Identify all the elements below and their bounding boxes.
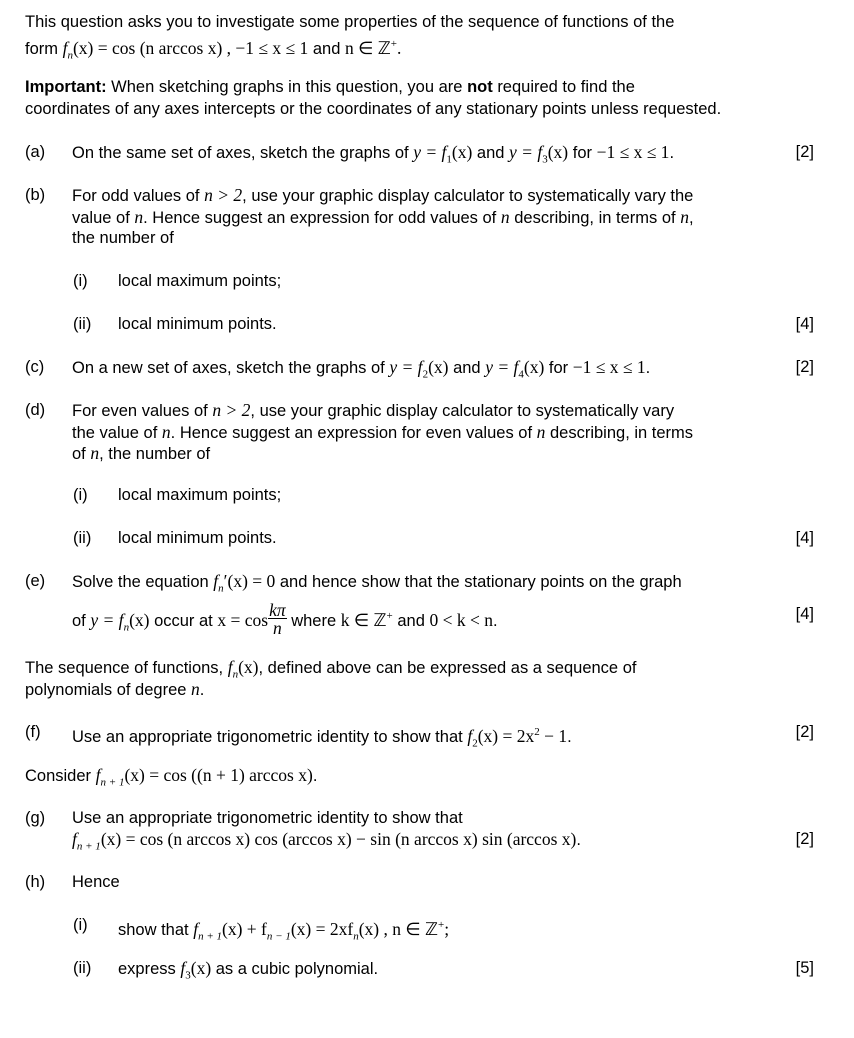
part-f-marks: [2] (795, 723, 814, 741)
part-g-line-2: $f_{n + 1}(x) = \cos (n$ arccos x) cos (arccos x) − sin (n arccos x) sin (arccos x). (72, 829, 581, 853)
part-h-ii-text: express $f_3(x)$ as a cubic polynomial. (118, 958, 379, 982)
consider-line: Consider $f_{n + 1}(x) = \cos ((n + 1)$ arccos x). (25, 765, 318, 789)
part-g-label: (g) (25, 809, 46, 827)
part-d-line-1: For even values of n > 2, use your graphic display calculator to systematically vary (72, 400, 675, 420)
part-d-marks: [4] (795, 529, 814, 547)
part-h-label: (h) (25, 873, 46, 891)
part-e-marks: [4] (795, 605, 814, 623)
part-h-i-text: show that $f_{n + 1}(x) + f_{n - 1}(x) = 2xf_n(x)$ , n ∈ ℤ+; (118, 918, 450, 943)
part-b-line-3: the number of (72, 229, 174, 247)
part-h-text: Hence (72, 873, 120, 891)
part-e-line-2: of $y = f_n(x)$ occur at x = cos $\frac{k\pi}{n}$ where k ∈ ℤ+ and 0 < k < n. (72, 600, 498, 638)
part-b-line-1: For odd values of n > 2, use your graphic display calculator to systematically vary the (72, 185, 694, 205)
part-g-marks: [2] (795, 830, 814, 848)
part-e-label: (e) (25, 572, 46, 590)
part-h-i-label: (i) (73, 916, 88, 934)
part-c-text: On a new set of axes, sketch the graphs of $y = f_2(x)$ and $y = f_4(x)$ for −1 ≤ x ≤ 1. (72, 357, 651, 381)
part-b-label: (b) (25, 186, 46, 204)
part-d-line-2: the value of n. Hence suggest an expression for even values of n describing, in terms (72, 422, 694, 442)
part-d-i-label: (i) (73, 486, 88, 504)
important-line-1: Important: When sketching graphs in this question, you are not required to find the (25, 78, 635, 96)
part-b-line-2: value of n. Hence suggest an expression for odd values of n describing, in terms of n, (72, 207, 694, 227)
part-f-text: Use an appropriate trigonometric identity to show that $f_2(x) = 2x^2 - 1$. (72, 725, 572, 750)
important-line-2: coordinates of any axes intercepts or the coordinates of any stationary points unless requested. (25, 100, 722, 118)
part-g-line-1: Use an appropriate trigonometric identity to show that (72, 809, 463, 827)
k-pi-over-n-fraction: $\frac{k\pi}{n}$ (269, 600, 286, 638)
part-h-marks: [5] (795, 959, 814, 977)
part-e-line-1: Solve the equation $f_n'(x) = 0$ and hence show that the stationary points on the graph (72, 571, 682, 595)
part-a-label: (a) (25, 143, 46, 161)
sequence-line-1: The sequence of functions, $f_n(x)$, defined above can be expressed as a sequence of (25, 657, 637, 681)
part-b-ii-label: (ii) (73, 315, 92, 333)
part-b-i-label: (i) (73, 272, 88, 290)
part-d-ii-label: (ii) (73, 529, 92, 547)
sequence-line-2: polynomials of degree n. (25, 679, 205, 699)
part-h-ii-label: (ii) (73, 959, 92, 977)
part-b-ii-text: local minimum points. (118, 315, 277, 333)
part-d-line-3: of n, the number of (72, 443, 211, 463)
part-c-marks: [2] (795, 358, 814, 376)
part-b-i-text: local maximum points; (118, 272, 282, 290)
part-a-marks: [2] (795, 143, 814, 161)
part-d-i-text: local maximum points; (118, 486, 282, 504)
part-d-label: (d) (25, 401, 46, 419)
part-c-label: (c) (25, 358, 45, 376)
part-b-marks: [4] (795, 315, 814, 333)
part-d-ii-text: local minimum points. (118, 529, 277, 547)
intro-line-2: form $f_n(x) = \cos (n$ arccos x) , −1 ≤ x ≤ 1 and n ∈ ℤ+. (25, 37, 402, 62)
intro-line-1: This question asks you to investigate some properties of the sequence of functions of the (25, 13, 675, 31)
part-f-label: (f) (25, 723, 41, 741)
part-a-text: On the same set of axes, sketch the graphs of $y = f_1(x)$ and $y = f_3(x)$ for −1 ≤ x ≤ 1. (72, 142, 675, 166)
